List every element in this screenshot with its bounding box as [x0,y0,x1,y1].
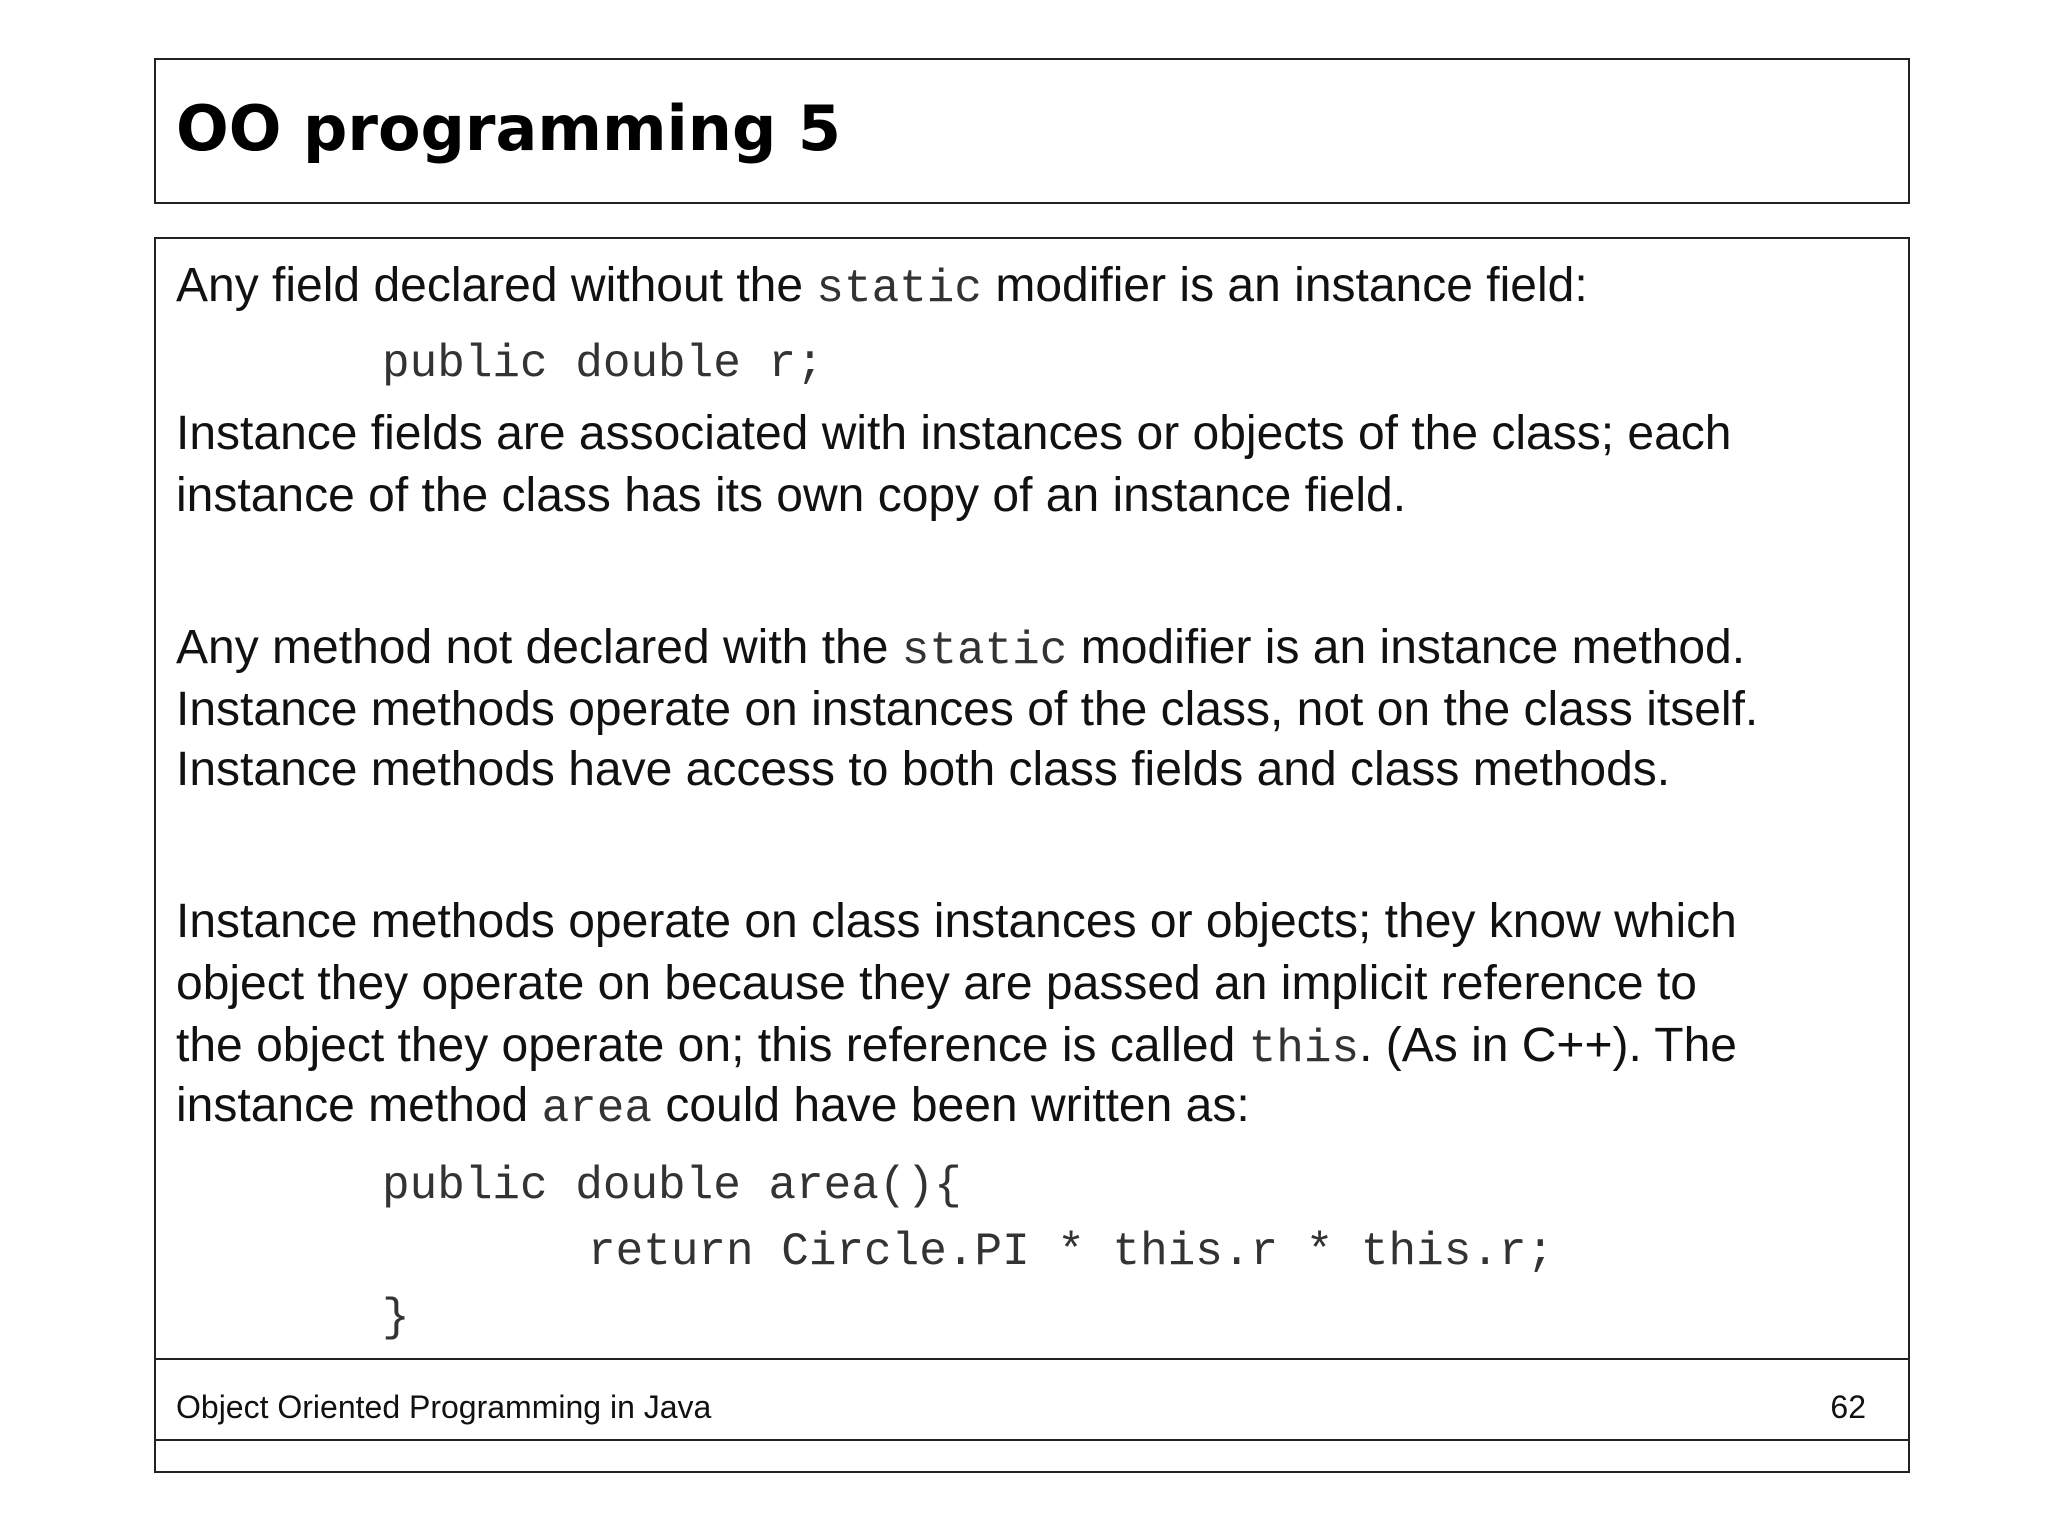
text-span: . (As in C++). The [1359,1019,1737,1072]
text-span: Any method not declared with the [176,621,902,674]
code-field-declaration: public double r; [382,338,824,390]
code-this: this [1248,1023,1360,1075]
code-area-line1: public double area(){ [382,1160,962,1212]
paragraph-instance-fields-line1: Instance fields are associated with instances or objects of the class; each [176,407,1732,460]
content-box [154,237,1910,1473]
slide-title: OO programming 5 [176,92,842,165]
code-static: static [816,263,983,315]
paragraph-instance-method-line1 [176,617,1745,682]
footer-divider [156,1358,1908,1360]
paragraph-this-line2: object they operate on because they are passed an implicit reference to [176,957,1697,1010]
footer-page-number: 62 [1830,1389,1866,1425]
text-span: instance method [176,1079,542,1132]
code-static: static [901,625,1068,677]
paragraph-instance-field [176,255,1588,320]
code-area-line2: return Circle.PI * this.r * this.r; [588,1226,1555,1278]
paragraph-this-line4 [176,1075,1250,1140]
code-area: area [541,1083,652,1135]
footer-course-title: Object Oriented Programming in Java [176,1389,712,1425]
paragraph-instance-method-line2: Instance methods operate on instances of the class, not on the class itself. [176,683,1759,736]
title-box [154,58,1910,204]
text-span: the object they operate on; this reference is called [176,1019,1249,1072]
footer-bottom-divider [156,1439,1908,1441]
code-area-line3: } [382,1292,410,1344]
paragraph-this-line3 [176,1015,1737,1080]
paragraph-this-line1: Instance methods operate on class instances or objects; they know which [176,895,1737,948]
text-span: modifier is an instance field: [982,259,1588,312]
text-span: could have been written as: [651,1079,1250,1132]
text-span: Any field declared without the [176,259,817,312]
paragraph-instance-method-line3: Instance methods have access to both class fields and class methods. [176,743,1671,796]
paragraph-instance-fields-line2: instance of the class has its own copy of an instance field. [176,469,1407,522]
text-span: modifier is an instance method. [1067,621,1746,674]
